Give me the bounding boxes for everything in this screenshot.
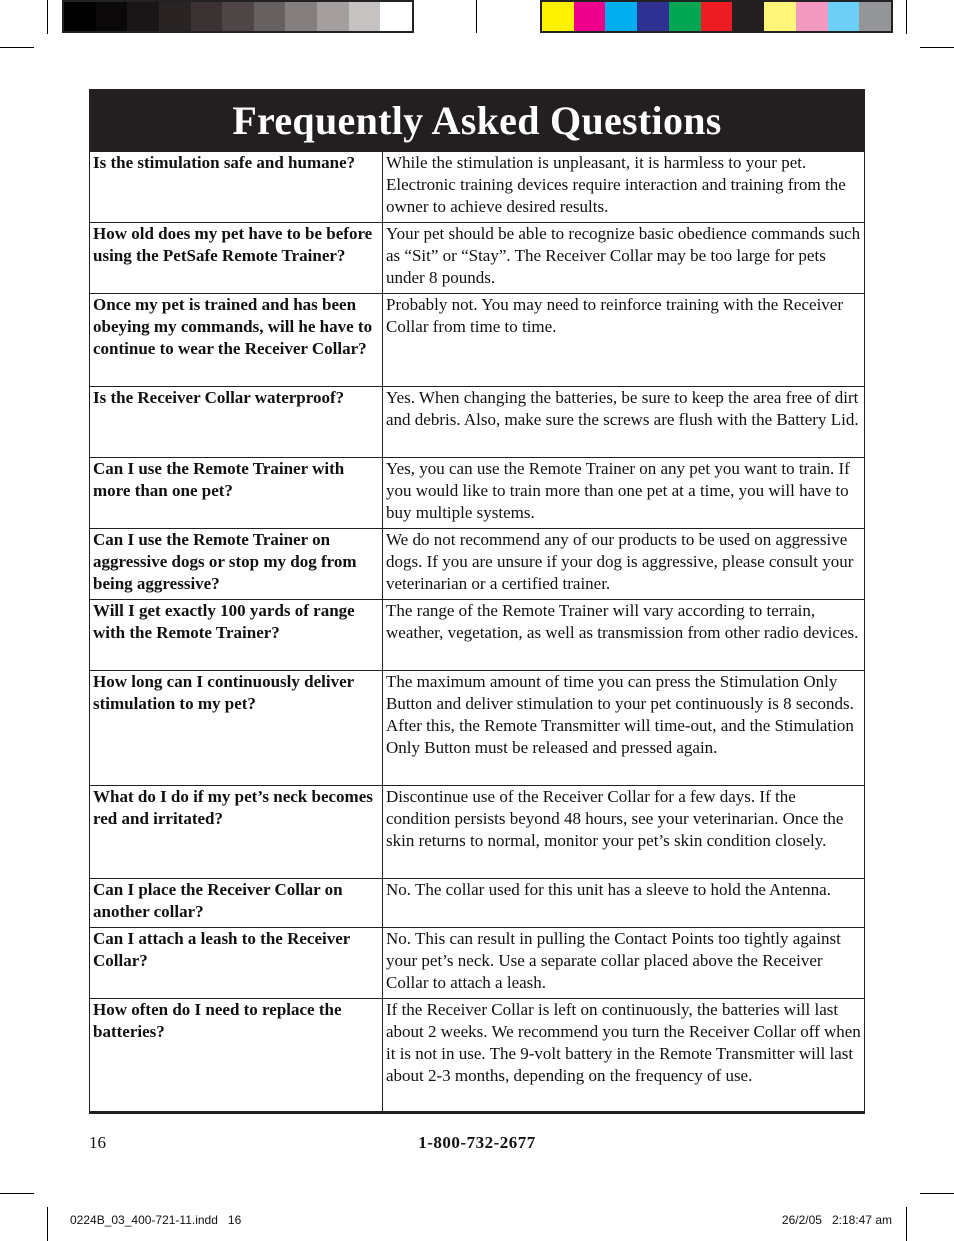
color-swatch bbox=[254, 2, 286, 31]
color-swatch bbox=[159, 2, 191, 31]
faq-answer: Yes, you can use the Remote Trainer on any pet you want to train. If you would like to train more than one pet at a time, you will have to buy multiple systems. bbox=[383, 458, 865, 529]
color-swatch bbox=[669, 2, 701, 31]
color-swatch bbox=[701, 2, 733, 31]
faq-answer: We do not recommend any of our products to be used on aggressive dogs. If you are unsure if your dog is aggressive, please consult your veterinarian or a certified trainer. bbox=[383, 529, 865, 600]
faq-question: Can I use the Remote Trainer with more than one pet? bbox=[90, 458, 383, 529]
faq-answer: If the Receiver Collar is left on continuously, the batteries will last about 2 weeks. We recommend you turn the Receiver Collar off when it is not in use. The 9-volt battery in the Remote Transmitter will last about 2-3 months, depending on the frequency of use. bbox=[383, 999, 865, 1113]
faq-row bbox=[90, 529, 865, 600]
color-swatch bbox=[317, 2, 349, 31]
color-swatch bbox=[764, 2, 796, 31]
faq-table bbox=[89, 151, 865, 1114]
crop-mark bbox=[0, 47, 34, 48]
faq-row bbox=[90, 387, 865, 458]
faq-answer: No. The collar used for this unit has a sleeve to hold the Antenna. bbox=[383, 879, 865, 928]
faq-row bbox=[90, 928, 865, 999]
color-swatch bbox=[96, 2, 128, 31]
faq-row bbox=[90, 152, 865, 223]
faq-row bbox=[90, 458, 865, 529]
faq-question: Can I place the Receiver Collar on another collar? bbox=[90, 879, 383, 928]
color-swatch bbox=[796, 2, 828, 31]
faq-question: Can I use the Remote Trainer on aggressive dogs or stop my dog from being aggressive? bbox=[90, 529, 383, 600]
crop-mark bbox=[920, 1193, 954, 1194]
faq-answer: Probably not. You may need to reinforce training with the Receiver Collar from time to time. bbox=[383, 294, 865, 387]
faq-row bbox=[90, 294, 865, 387]
faq-answer: While the stimulation is unpleasant, it is harmless to your pet. Electronic training devices require interaction and training from the owner to achieve desired results. bbox=[383, 152, 865, 223]
faq-answer: No. This can result in pulling the Contact Points too tightly against your pet’s neck. Use a separate collar placed above the Receiver Collar to attach a leash. bbox=[383, 928, 865, 999]
color-swatch bbox=[542, 2, 574, 31]
faq-question: How often do I need to replace the batteries? bbox=[90, 999, 383, 1113]
faq-question: What do I do if my pet’s neck becomes red and irritated? bbox=[90, 786, 383, 879]
color-swatch bbox=[191, 2, 223, 31]
faq-question: Is the stimulation safe and humane? bbox=[90, 152, 383, 223]
faq-question: Can I attach a leash to the Receiver Collar? bbox=[90, 928, 383, 999]
color-swatch bbox=[222, 2, 254, 31]
page-header bbox=[89, 89, 865, 151]
color-swatch bbox=[285, 2, 317, 31]
faq-answer: The range of the Remote Trainer will vary according to terrain, weather, vegetation, as well as transmission from other radio devices. bbox=[383, 600, 865, 671]
crop-mark bbox=[47, 0, 48, 34]
color-swatch bbox=[574, 2, 606, 31]
color-swatch bbox=[605, 2, 637, 31]
crop-mark bbox=[906, 1207, 907, 1241]
faq-row bbox=[90, 999, 865, 1113]
faq-row bbox=[90, 600, 865, 671]
crop-mark bbox=[906, 0, 907, 34]
registration-line bbox=[476, 0, 477, 33]
faq-answer: The maximum amount of time you can press the Stimulation Only Button and deliver stimulation to your pet continuously is 8 seconds. After this, the Remote Transmitter will time-out, and the Stimulation Only Button must be released and pressed again. bbox=[383, 671, 865, 786]
color-swatch bbox=[349, 2, 381, 31]
faq-row bbox=[90, 223, 865, 294]
faq-answer: Discontinue use of the Receiver Collar for a few days. If the condition persists beyond 48 hours, see your veterinarian. Once the skin returns to normal, monitor your pet’s skin condition closely. bbox=[383, 786, 865, 879]
crop-mark bbox=[920, 47, 954, 48]
faq-question: Is the Receiver Collar waterproof? bbox=[90, 387, 383, 458]
timestamp-slug: 26/2/05 2:18:47 am bbox=[781, 1213, 892, 1227]
color-swatch bbox=[64, 2, 96, 31]
faq-row bbox=[90, 786, 865, 879]
faq-answer: Yes. When changing the batteries, be sure to keep the area free of dirt and debris. Also, make sure the screws are flush with the Battery Lid. bbox=[383, 387, 865, 458]
faq-row bbox=[90, 671, 865, 786]
color-swatch bbox=[380, 2, 412, 31]
faq-question: How old does my pet have to be before using the PetSafe Remote Trainer? bbox=[90, 223, 383, 294]
color-swatch bbox=[828, 2, 860, 31]
color-swatch bbox=[859, 2, 891, 31]
page-title: Frequently Asked Questions bbox=[232, 97, 722, 143]
process-color-bar bbox=[540, 0, 893, 33]
faq-row bbox=[90, 879, 865, 928]
phone-number: 1-800-732-2677 bbox=[418, 1133, 536, 1152]
color-swatch bbox=[732, 2, 764, 31]
faq-table-body bbox=[90, 152, 865, 1113]
crop-mark bbox=[0, 1193, 34, 1194]
faq-question: Once my pet is trained and has been obeying my commands, will he have to continue to wear the Receiver Collar? bbox=[90, 294, 383, 387]
crop-mark bbox=[47, 1207, 48, 1241]
grayscale-color-bar bbox=[62, 0, 414, 33]
faq-question: How long can I continuously deliver stimulation to my pet? bbox=[90, 671, 383, 786]
faq-answer: Your pet should be able to recognize basic obedience commands such as “Sit” or “Stay”. The Receiver Collar may be too large for pets under 8 pounds. bbox=[383, 223, 865, 294]
faq-question: Will I get exactly 100 yards of range with the Remote Trainer? bbox=[90, 600, 383, 671]
page-number: 16 bbox=[89, 1133, 106, 1152]
file-slug: 0224B_03_400-721-11.indd 16 bbox=[70, 1213, 242, 1227]
color-swatch bbox=[637, 2, 669, 31]
color-swatch bbox=[127, 2, 159, 31]
